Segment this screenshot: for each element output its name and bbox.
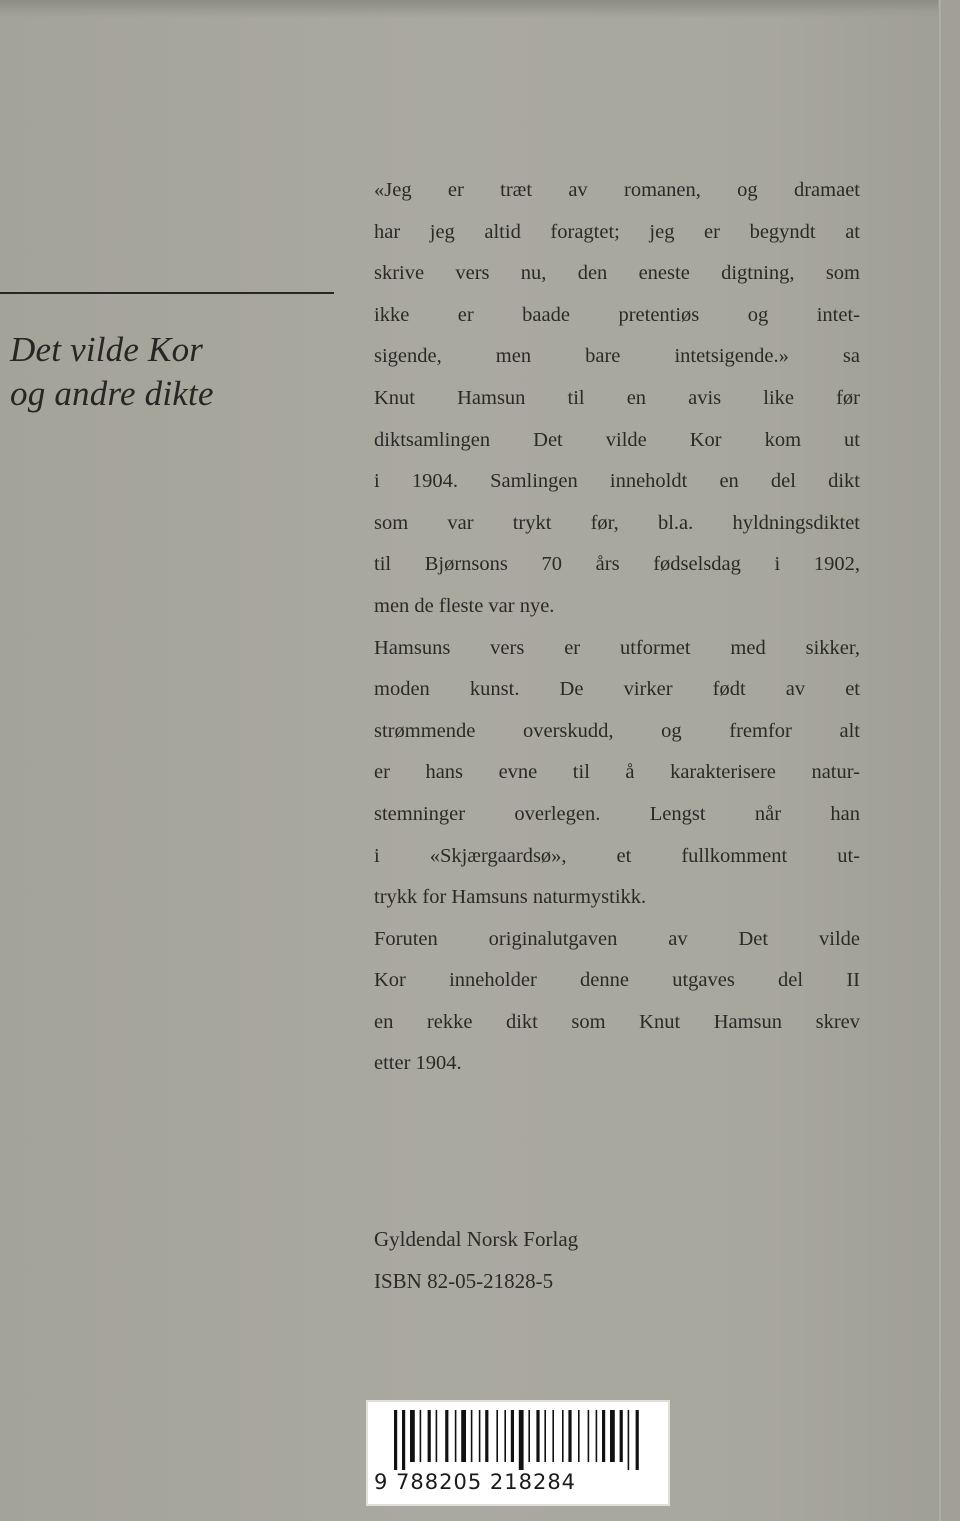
blurb-line: Foruten originalutgaven av Det vilde <box>374 927 860 950</box>
book-title <box>10 328 340 416</box>
barcode-bar <box>588 1410 590 1462</box>
barcode-bar <box>552 1410 554 1462</box>
barcode-bar <box>504 1410 506 1462</box>
barcode-bar <box>610 1410 615 1462</box>
blurb-line: strømmende overskudd, og fremfor alt <box>374 719 860 742</box>
blurb-line: trykk for Hamsuns naturmystikk. <box>374 886 647 909</box>
blurb-line: etter 1904. <box>374 1052 462 1075</box>
blurb-line: i 1904. Samlingen inneholdt en del dikt <box>374 470 860 493</box>
barcode-bar <box>420 1410 422 1462</box>
blurb-line: har jeg altid foragtet; jeg er begyndt at <box>374 220 860 243</box>
title-line: Det vilde Kor <box>10 330 204 369</box>
barcode-bar <box>602 1410 605 1462</box>
blurb-text <box>374 170 860 1085</box>
publisher-block <box>374 1218 578 1302</box>
blurb-line: stemninger overlegen. Lengst når han <box>374 802 860 825</box>
title-rule <box>0 292 334 294</box>
barcode-bar <box>636 1410 639 1470</box>
barcode-bar <box>461 1410 466 1462</box>
blurb-line: Kor inneholder denne utgaves del II <box>374 969 860 992</box>
blurb-line: i «Skjærgaardsø», et fullkomment ut- <box>374 844 860 867</box>
barcode-bar <box>428 1410 431 1462</box>
barcode-bar <box>568 1410 571 1462</box>
barcode-bar <box>471 1410 473 1462</box>
blurb-line: men de fleste var nye. <box>374 594 555 617</box>
title-line: og andre dikte <box>10 374 214 413</box>
blurb-line: sigende, men bare intetsigende.» sa <box>374 345 860 368</box>
blurb-line: diktsamlingen Det vilde Kor kom ut <box>374 428 860 451</box>
barcode-bar <box>536 1410 539 1462</box>
barcode-bar <box>436 1410 438 1462</box>
blurb-line: er hans evne til å karakterisere natur- <box>374 761 860 784</box>
barcode-bar <box>562 1410 564 1462</box>
barcode-bar <box>445 1410 448 1462</box>
barcode <box>366 1400 670 1506</box>
barcode-bar <box>511 1410 514 1462</box>
barcode-bar <box>544 1410 546 1462</box>
blurb-line: «Jeg er træt av romanen, og dramaet <box>374 179 860 201</box>
cover-top-edge <box>0 0 960 18</box>
blurb-line: som var trykt før, bl.a. hyldningsdiktet <box>374 511 860 534</box>
barcode-bar <box>394 1410 397 1470</box>
barcode-bar <box>528 1410 530 1462</box>
barcode-bar <box>479 1410 481 1462</box>
isbn-text: ISBN 82-05-21828-5 <box>374 1269 554 1293</box>
blurb-line: ikke er baade pretentiøs og intet- <box>374 303 860 326</box>
barcode-bar <box>596 1410 598 1462</box>
barcode-bar <box>402 1410 405 1470</box>
barcode-bar <box>519 1410 524 1470</box>
spine-strip <box>942 0 960 1521</box>
barcode-bar <box>455 1410 457 1462</box>
blurb-line: Hamsuns vers er utformet med sikker, <box>374 636 860 659</box>
blurb-line: moden kunst. De virker født av et <box>374 678 860 701</box>
blurb-line: til Bjørnsons 70 års fødselsdag i 1902, <box>374 553 860 576</box>
blurb-line: Knut Hamsun til en avis like før <box>374 386 860 409</box>
blurb-line: en rekke dikt som Knut Hamsun skrev <box>374 1010 860 1033</box>
barcode-bar <box>578 1410 580 1462</box>
barcode-bar <box>485 1410 488 1462</box>
barcode-bar <box>496 1410 498 1462</box>
publisher-name: Gyldendal Norsk Forlag <box>374 1227 579 1251</box>
barcode-bar <box>410 1410 415 1462</box>
barcode-digits: 9 788205 218284 <box>374 1470 577 1494</box>
barcode-bar <box>628 1410 630 1470</box>
barcode-bar <box>620 1410 623 1462</box>
blurb-line: skrive vers nu, den eneste digtning, som <box>374 262 860 285</box>
